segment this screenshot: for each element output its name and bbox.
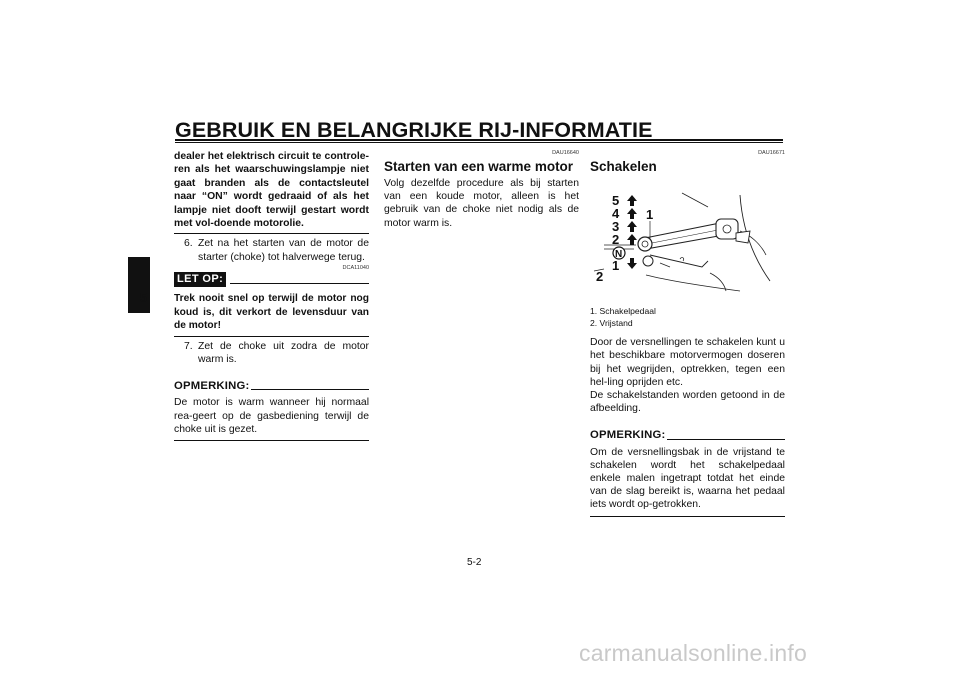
shift-pedal-illustration <box>590 183 782 295</box>
section-body-2: De schakelstanden worden getoond in de afbeelding. <box>590 390 785 415</box>
caution-code: DCA11040 <box>342 264 369 271</box>
chapter-number: 5 <box>140 290 148 305</box>
section-body: Volg dezelfde procedure als bij starten van een koude motor, alleen is het gebruik van de choke niet nodig als de motor warm is. <box>384 178 579 229</box>
note-text: De motor is warm wanneer hij normaal rea-geert op de gasbediening terwijl de choke uit is gezet. <box>174 397 369 435</box>
caution-label: LET OP: <box>174 272 226 287</box>
step-text: Zet de choke uit zodra de motor warm is. <box>198 340 369 366</box>
page-number: 5-2 <box>467 557 482 568</box>
callout-2: 2 <box>596 269 604 284</box>
note-rule <box>251 389 369 390</box>
caution-rule <box>230 283 369 284</box>
gear-label-4: 4 <box>612 206 620 221</box>
gear-label-5: 5 <box>612 193 620 208</box>
gear-label-2: 2 <box>612 232 620 247</box>
note-heading <box>174 380 369 393</box>
step-7 <box>184 340 369 366</box>
title-rule <box>175 139 783 143</box>
step-text: Zet na het starten van de motor de starter (choke) tot halverwege terug. <box>198 238 369 263</box>
caption-item: 2. Vrijstand <box>590 318 633 329</box>
caution-text: Trek nooit snel op terwijl de motor nog koud is, dit verkort de levensduur van de motor! <box>174 293 369 332</box>
column-left <box>174 150 369 441</box>
caption-item: 1. Schakelpedaal <box>590 306 656 317</box>
caution-heading <box>174 272 369 287</box>
shift-down-arrow-icon <box>627 258 637 269</box>
section-code: DAU16640 <box>552 150 579 156</box>
column-middle <box>384 150 579 230</box>
section-heading: Starten van een warme motor <box>384 159 574 174</box>
note-label: OPMERKING: <box>174 380 250 393</box>
column-right <box>590 150 785 517</box>
watermark: carmanualsonline.info <box>579 640 807 666</box>
shift-up-arrow-icon <box>627 195 637 245</box>
gear-label-3: 3 <box>612 219 620 234</box>
section-code: DAU16671 <box>758 150 785 156</box>
page-title: GEBRUIK EN BELANGRIJKE RIJ-INFORMATIE <box>175 118 653 142</box>
divider <box>590 516 785 517</box>
figure-captions <box>590 305 785 329</box>
section-heading: Schakelen <box>590 159 657 174</box>
step-number: 6. <box>184 238 193 250</box>
note-label: OPMERKING: <box>590 429 666 442</box>
note-rule <box>667 439 785 440</box>
gear-label-neutral: N <box>615 249 623 260</box>
divider <box>174 440 369 441</box>
callout-1: 1 <box>646 207 654 222</box>
gear-label-1: 1 <box>612 258 620 273</box>
section-body: Door de versnellingen te schakelen kunt u het beschikbare motorvermogen doseren bij het wegrijden, optrekken, tegen een hel-ling oprijden etc. <box>590 337 785 388</box>
divider <box>174 336 369 337</box>
divider <box>174 233 369 234</box>
step-6 <box>184 237 369 263</box>
warning-text: dealer het elektrisch circuit te controle-ren als het waarschuwingslampje niet gaat branden als de contactsleutel naar “ON” wordt gedraaid of als het lampje niet dooft terwijl gestart wordt met vol-doende motorolie. <box>174 151 369 230</box>
step-number: 7. <box>184 340 193 352</box>
note-text: Om de versnellingsbak in de vrijstand te schakelen wordt het schakelpedaal enkele malen ingetrapt totdat het einde van de slag bereikt is, waarna het pedaal iets wordt op-getrokken. <box>590 446 785 511</box>
note-heading <box>590 429 785 442</box>
